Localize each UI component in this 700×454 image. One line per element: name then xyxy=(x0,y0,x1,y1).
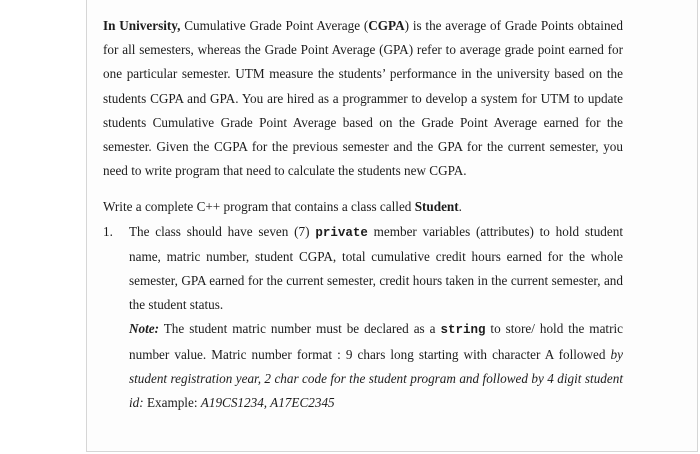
intro-text-b: ) is the average of Grade Points obtained for all semesters, whereas the Grade Point Average (GPA) refer to average grade point earned for one particular semester. UTM measure the students’ performance in the university based on the students CGPA and GPA. You are hired as a programmer to develop a system for UTM to update students Cumulative Grade Point Average based on the Grade Point Average earned for the semester. Given the CGPA for the previous semester and the GPA for the current semester, you need to write program that need to calculate the students new CGPA. xyxy=(103,18,623,179)
list-item-body xyxy=(129,220,623,416)
intro-text-a: Cumulative Grade Point Average ( xyxy=(180,18,369,33)
task-tail: . xyxy=(458,199,462,215)
requirements-list xyxy=(103,220,623,416)
intro-paragraph xyxy=(103,14,623,183)
note-label: Note: xyxy=(129,321,160,337)
intro-opening: In University, xyxy=(103,18,181,33)
intro-cgpa-term: CGPA xyxy=(368,18,405,33)
note-text-b: to store/ hold the matric number value. Matric number format : 9 chars long starting with character A followed xyxy=(129,321,623,362)
list-item-number: 1. xyxy=(103,223,113,239)
list-item xyxy=(103,220,623,416)
note-example: A19CS1234, A17EC2345 xyxy=(200,395,335,411)
document-content xyxy=(103,14,623,415)
note-italic-text: by student registration year, 2 char code for the student program and followed by 4 digit student id: xyxy=(129,346,623,411)
note-text-a: The student matric number must be declared as a xyxy=(159,321,441,337)
task-class-name: Student xyxy=(414,199,459,215)
item-text-b: member variables (attributes) to hold student name, matric number, student CGPA, total cumulative credit hours earned for the whole semester, GPA earned for the current semester, credit hours taken in the current semester, and the student status. xyxy=(129,223,623,313)
item-text-a: The class should have seven (7) xyxy=(129,223,316,239)
note-example-label: Example: xyxy=(143,395,201,411)
task-lead: Write a complete C++ program that contains a class called xyxy=(103,199,415,215)
private-keyword: private xyxy=(315,225,368,240)
string-keyword: string xyxy=(440,323,486,338)
task-paragraph xyxy=(103,195,623,219)
